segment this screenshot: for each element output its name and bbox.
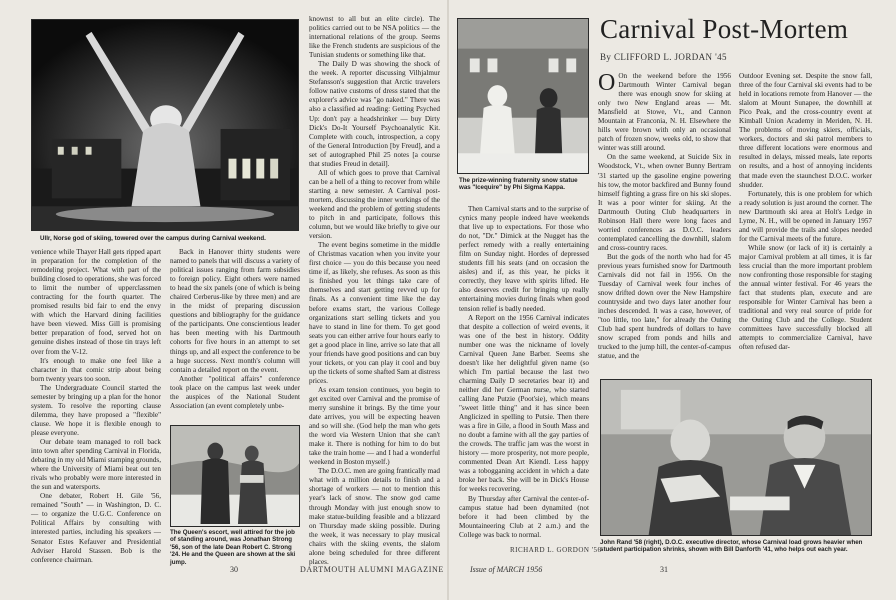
photo-queen-escort xyxy=(170,425,300,527)
photo-ullr-statue xyxy=(31,19,299,231)
snow-statue-image xyxy=(458,19,588,173)
right-colb-para-1 xyxy=(598,72,731,153)
right-column-b xyxy=(598,72,731,374)
left-col3-para-1: knownst to all but an elite circle). The politics carried out to be NSA politics — the international relations of the group. Seems like the French students are suspicious of the Tunisian students or something like that. xyxy=(309,15,440,60)
folio-right-page-number: 31 xyxy=(660,565,668,574)
photo-rand-danforth xyxy=(600,379,872,536)
left-col1-para-3: The Undergraduate Council started the semester by bringing up a plan for the honor system. To resolve the reporting clause dilemma, they have proposed a "flexible" clause. We hope it is flexible enough to please everyone. xyxy=(31,383,161,437)
folio-magazine-title: DARTMOUTH ALUMNI MAGAZINE xyxy=(300,565,444,574)
left-col1-para-2: It's enough to make one feel like a character in that comic strip about being born twenty years too soon. xyxy=(31,356,161,383)
left-column-3 xyxy=(309,15,440,566)
right-column-c xyxy=(739,72,872,374)
left-col3-para-5: As exam tension continues, you begin to get excited over Carnival and the promise of merry sunshine it brings. By the time your date arrives, you will be expecting heaven and so will she. (God help the man who gets the word via Western Union that she can't make it. There is nothing for him to do but take the train home — and I had a wonderful weekend in Boston myself.) xyxy=(309,385,440,467)
column-signoff: RICHARD L. GORDON '56 xyxy=(510,546,602,554)
right-colc-para-2: Fortunately, this is one problem for which a ready solution is just around the corner. The new Dartmouth ski area at Holt's Ledge in Lyme, N. H., will be opened in January 1957 and will provide the trails and slopes needed for the Carnival meets of the future. xyxy=(739,189,872,243)
right-colb-para-3: But the gods of the north who had for 45 previous years furnished snow for Dartmouth Carnivals did not fail in 1956. On the Tuesday of Carnival week four inches of snow drifted down over the New Hampshire countryside and two days later another four inches descended. It was a case, however, of "too little, too late," for already the Outing Club had spent hundreds of dollars to have snow scraped from ponds and hills and trucked to the jump hill, the center-of-campus statue, and the xyxy=(598,252,731,361)
photo-queen-caption: The Queen's escort, well attired for the job of standing around, was Jonathan Strong '56, son of the late Dean Robert C. Strong '24. He and the Queen are shown at the ski jump. xyxy=(170,529,296,566)
right-cola-para-1: Then Carnival starts and to the surprise of cynics many people indeed have weekends that live up to expectations. For those who do not, "Dr." Dimick at the Nugget has the perfect remedy with a really entertaining film on Sunday night. Hordes of depressed students fill his seats (and on occasion the aisles) and if, as this year, he picks it correctly, they leave with spirits lifted. He also deserves credit for bringing up really entertaining movies during finals when good tension relief is badly needed. xyxy=(459,205,589,313)
folio-issue-date: Issue of MARCH 1956 xyxy=(470,565,543,574)
photo-rand-caption: John Rand '58 (right), D.O.C. executive director, whose Carnival load grows heavier when student participation shrinks, shown with Bill Danforth '41, who helps out each year. xyxy=(600,539,863,554)
page-gutter xyxy=(447,0,449,600)
right-colb-para-2: On the same weekend, at Suicide Six in Woodstock, Vt., when owner Bunny Bertram '31 started up the gasoline engine powering his tow, the motor backfired and Bunny found himself fighting a grass fire on his ski slopes. It was a poor winter for skiing. At the Dartmouth Outing Club headquarters in Robinson Hall there were long faces and worried conferences as D.O.C. leaders contemplated cancelling the downhill, slalom and cross-country races. xyxy=(598,153,731,252)
left-col1-para-1: venience while Thayer Hall gets ripped apart in preparation for the completion of the remodeling project. What with part of the building closed to operations, she was forced to limit the number of upperclassmen contracting for the fourth quarter. The promised results bid fair to end the envy with which the Harvard dining facilities have been viewed. Miss Gill is promising better preparation of food, served hot on genuine dishes instead of those tin trays left over from the V-12. xyxy=(31,248,161,356)
queen-escort-image xyxy=(171,426,299,526)
left-column-1 xyxy=(31,248,161,564)
right-colb-para-1-text: On the weekend before the 1956 Dartmouth Winter Carnival began there was enough snow for skiing at only two New England areas — Mt. Mansfield at Stowe, Vt., and Cannon Mountain at Franconia, N. H. Elsewhere the hills were brown with only an occasional patch of frozen snow, weeks old, to show that winter was still around. xyxy=(598,72,731,153)
right-colc-para-1: Outdoor Evening set. Despite the snow fall, three of the four Carnival ski events had to be held in locations remote from Hanover — the slalom at Mount Sunapee, the downhill at Pico Peak, and the cross-country event at Kimball Union Academy in Meriden, N. H. The problems of moving skiers, officials, workers, doctors and ski patrol members to three different locations were enormous and resulted in delays, missed meals, late reports on results, and a host of annoying incidents that made even the staunchest D.O.C. worker shudder. xyxy=(739,72,872,189)
drop-cap: O xyxy=(598,70,616,96)
left-col1-para-5: One debater, Robert H. Gile '56, remained "South" — in Washington, D. C. — to organize the U.G.C. Conference on Political Affairs by consulting with interested parties, including his speakers — Senator Estes Kefauver and Presidential Adviser Harold Stassen. Bob is the conference chairman. xyxy=(31,492,161,564)
right-cola-para-3: By Thursday after Carnival the center-of-campus statue had been dynamited (not before it had been climbed by the Mountaineering Club at 2 a.m.) and the College was back to normal. xyxy=(459,494,589,539)
photo-snow-statue xyxy=(457,18,589,174)
folio-left-page-number: 30 xyxy=(230,565,238,574)
left-col1-para-4: Our debate team managed to roll back into town after spending Carnival in Florida, debating in my old Miami stamping grounds, where the University of Miami beat out ten rivals who probably were more interested in the sun and watersports. xyxy=(31,437,161,492)
left-col3-para-3: All of which goes to prove that Carnival can be a hell of a thing to recover from while starting a new semester. A Carnival post-mortem, discussing the inner workings of the weekend and the problem of getting students to pitch in and participate, follows this column, but we would like briefly to give our version. xyxy=(309,168,440,241)
right-cola-para-2: A Report on the 1956 Carnival indicates that despite a collection of weird events, it was one of the best in history. Oddity number one was the nickname of lovely Carnival Queen Jane Barber. Seems she doesn't like her delightful given name (so which I'm partial because the last two charming Daily D secretaries bear it) and neither did her German nurse, who started calling Jane Putzie (Poot'sie), which means "sweet little thing" and it has since been Anglicized in spelling to Putsie. Then there was a fire in Gile, a flood in South Mass and no doubt a famine with all the gay parties of the crowds. The traffic jam was the worst in history — more prosperity, not more people, commented Dean Art Kiendl. Less happy was a tobogganing accident in which a date broke her back. She will be in Dick's House for weeks recovering. xyxy=(459,313,589,494)
rand-danforth-image xyxy=(601,380,871,535)
left-col2-para-2: Another "political affairs" conference took place on the campus last week under the auspices of the National Student Association (an event completely unbe- xyxy=(170,374,300,410)
left-col3-para-6: The D.O.C. men are going frantically mad what with a million details to finish and a shortage of workers — not to mention this year's lack of snow. The snow god came through Monday with just enough snow to make statue-building feasible and a blizzard on Thursday made skiing possible. During the week, it was necessary to play musical chairs with the skiing events, the slalom alone being scheduled for three different places. xyxy=(309,467,440,566)
right-colc-para-3: While snow (or lack of it) is certainly a major Carnival problem at all times, it is far less crucial than the more important problem now confronting those responsible for staging the annual winter festival. For 46 years the fact that students plan, execute and are responsible for Winter Carnival has been a traditional and very real source of pride for the Outing Club and the College. Student committees have successfully blocked all attempts to commercialize Carnival, have often refused dar- xyxy=(739,243,872,352)
article-byline: By CLIFFORD L. JORDAN '45 xyxy=(600,52,727,62)
photo-snow-statue-caption: The prize-winning fraternity snow statue was "Icequire" by Phi Sigma Kappa. xyxy=(459,177,578,192)
right-column-a xyxy=(459,205,589,539)
photo-ullr-caption: Ullr, Norse god of skiing, towered over the campus during Carnival weekend. xyxy=(40,235,266,242)
left-column-2 xyxy=(170,248,300,420)
left-col2-para-1: Back in Hanover thirty students were named to panels that will discuss a variety of political issues ranging from farm subsidies to foreign policy. Eight others were named to head the six panels (one of which is being chaired Cerberus-like by three men) and are in the midst of preparing discussion questions and bibliography for the guidance of the participants. One conscientious leader has been meeting with his Dartmouth cohorts for five hours in an attempt to set things up, and all expect the conference to be a huge success. Next month's column will contain a detailed report on the event. xyxy=(170,248,300,374)
left-col3-para-2: The Daily D was showing the shock of the week. A reporter discussing Vilhjalmur Stefansson's suggestion that Arctic travelers follow native customs of dress stated that the explorer's advice was "go naked." There was also a classified ad reading: Getting Psyched Up: don't pay a headshrinker — buy Dirty Dick's Do-It Yourself Psychoanalytic Kit. Complete with couch, introspection, a copy of the General Introduction [by Freud], and a set of autographed Phil 25 notes [a course that studies Freud in detail]. xyxy=(309,60,440,168)
article-headline: Carnival Post-Mortem xyxy=(600,14,849,44)
ullr-statue-image xyxy=(32,20,298,230)
left-col3-para-4: The event begins sometime in the middle of Christmas vacation when you invite your first choice — you do this because you need time if, as likely, she refuses. As soon as this is finished you let things take care of themselves and start getting revved up for finals. As a convenient time like the day before exams start, the various College organizations start selling tickets and you have to stand in line for them. To get good seats you can either arrive four hours early to get a good place in line, arrive so late that all your friends have good positions and can buy your tickets, or you can play it cool and buy up the tickets of some shafted Sam at distress prices. xyxy=(309,241,440,385)
